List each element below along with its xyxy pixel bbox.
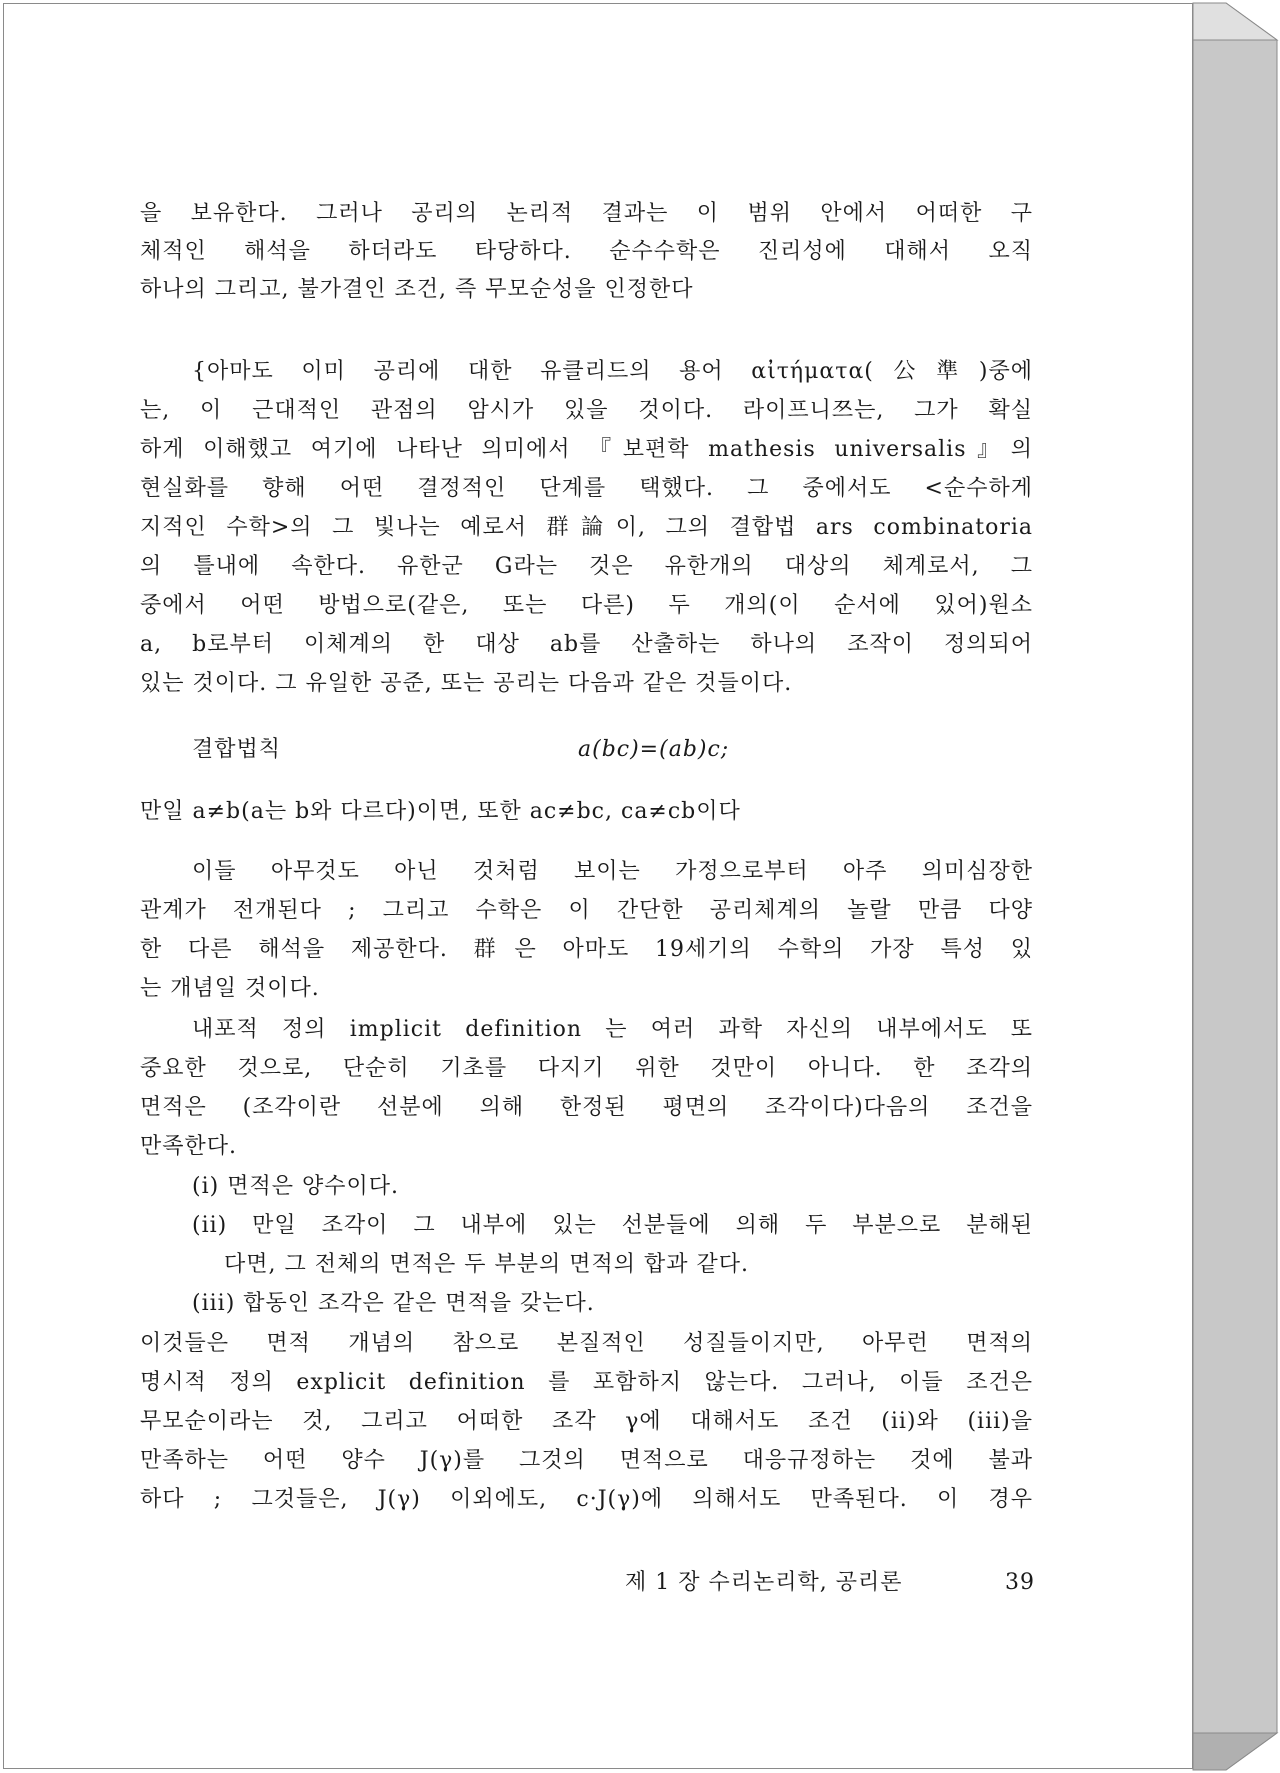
text-line: 중에서 어떤 방법으로(같은, 또는 다른) 두 개의(이 순서에 있어)원소: [140, 593, 1033, 618]
condition-item-i: (i) 면적은 양수이다.: [192, 1174, 399, 1199]
text-line: 체적인 해석을 하더라도 타당하다. 순수수학은 진리성에 대해서 오직: [140, 239, 1033, 264]
text-line: 는 개념일 것이다.: [140, 976, 320, 1001]
text-line: 만족한다.: [140, 1134, 238, 1159]
text-line: 명시적 정의 explicit definition 를 포함하지 않는다. 그러나, 이들 조건은: [140, 1370, 1033, 1395]
text-line: 있는 것이다. 그 유일한 공준, 또는 공리는 다음과 같은 것들이다.: [140, 671, 793, 696]
text-line: 하다 ; 그것들은, J(γ) 이외에도, c·J(γ)에 의해서도 만족된다. 이 경우: [140, 1487, 1033, 1512]
text-line: 현실화를 향해 어떤 결정적인 단계를 택했다. 그 중에서도 <순수하게: [140, 476, 1033, 501]
text-line: 중요한 것으로, 단순히 기초를 다지기 위한 것만이 아니다. 한 조각의: [140, 1056, 1033, 1081]
condition-item-ii-continued: 다면, 그 전체의 면적은 두 부분의 면적의 합과 같다.: [224, 1252, 749, 1277]
text-line: 내포적 정의 implicit definition 는 여러 과학 자신의 내부에서도 또: [192, 1017, 1033, 1042]
text-line: 면적은 (조각이란 선분에 의해 한정된 평면의 조각이다)다음의 조건을: [140, 1095, 1033, 1120]
text-line: 만일 a≠b(a는 b와 다르다)이면, 또한 ac≠bc, ca≠cb이다: [140, 799, 741, 824]
text-line: 지적인 수학>의 그 빛나는 예로서 群論이, 그의 결합법 ars combinatoria: [140, 515, 1033, 540]
text-line: 하나의 그리고, 불가결인 조건, 즉 무모순성을 인정한다: [140, 277, 694, 302]
text-line: 을 보유한다. 그러나 공리의 논리적 결과는 이 범위 안에서 어떠한 구: [140, 201, 1033, 226]
chapter-title: 제 1 장 수리논리학, 공리론: [625, 1570, 903, 1595]
condition-item-ii: (ii) 만일 조각이 그 내부에 있는 선분들에 의해 두 부분으로 분해된: [192, 1213, 1033, 1238]
formula-expression: a(bc)=(ab)c;: [578, 737, 730, 762]
text-line: 이들 아무것도 아닌 것처럼 보이는 가정으로부터 아주 의미심장한: [192, 859, 1033, 884]
text-line: 는, 이 근대적인 관점의 암시가 있을 것이다. 라이프니쯔는, 그가 확실: [140, 398, 1033, 423]
running-footer: [625, 1563, 1035, 1603]
text-line: 의 틀내에 속한다. 유한군 G라는 것은 유한개의 대상의 체계로서, 그: [140, 554, 1033, 579]
page-number: 39: [1005, 1570, 1035, 1595]
condition-item-iii: (iii) 합동인 조각은 같은 면적을 갖는다.: [192, 1291, 595, 1316]
text-line: 관계가 전개된다 ; 그리고 수학은 이 간단한 공리체계의 놀랄 만큼 다양: [140, 898, 1033, 923]
text-line: 이것들은 면적 개념의 참으로 본질적인 성질들이지만, 아무런 면적의: [140, 1331, 1033, 1356]
text-line: 하게 이해했고 여기에 나타난 의미에서 『보편학 mathesis universalis』의: [140, 437, 1033, 462]
text-line: a, b로부터 이체계의 한 대상 ab를 산출하는 하나의 조작이 정의되어: [140, 632, 1033, 657]
text-line: {아마도 이미 공리에 대한 유클리드의 용어 αἰτήματα(公準)중에: [192, 359, 1033, 384]
text-line: 만족하는 어떤 양수 J(γ)를 그것의 면적으로 대응규정하는 것에 불과: [140, 1448, 1033, 1473]
formula-line: [140, 730, 1033, 770]
text-line: 무모순이라는 것, 그리고 어떠한 조각 γ에 대해서도 조건 (ii)와 (iii)을: [140, 1409, 1033, 1434]
formula-label: 결합법칙: [192, 737, 282, 762]
text-line: 한 다른 해석을 제공한다. 群은 아마도 19세기의 수학의 가장 특성 있: [140, 937, 1033, 962]
